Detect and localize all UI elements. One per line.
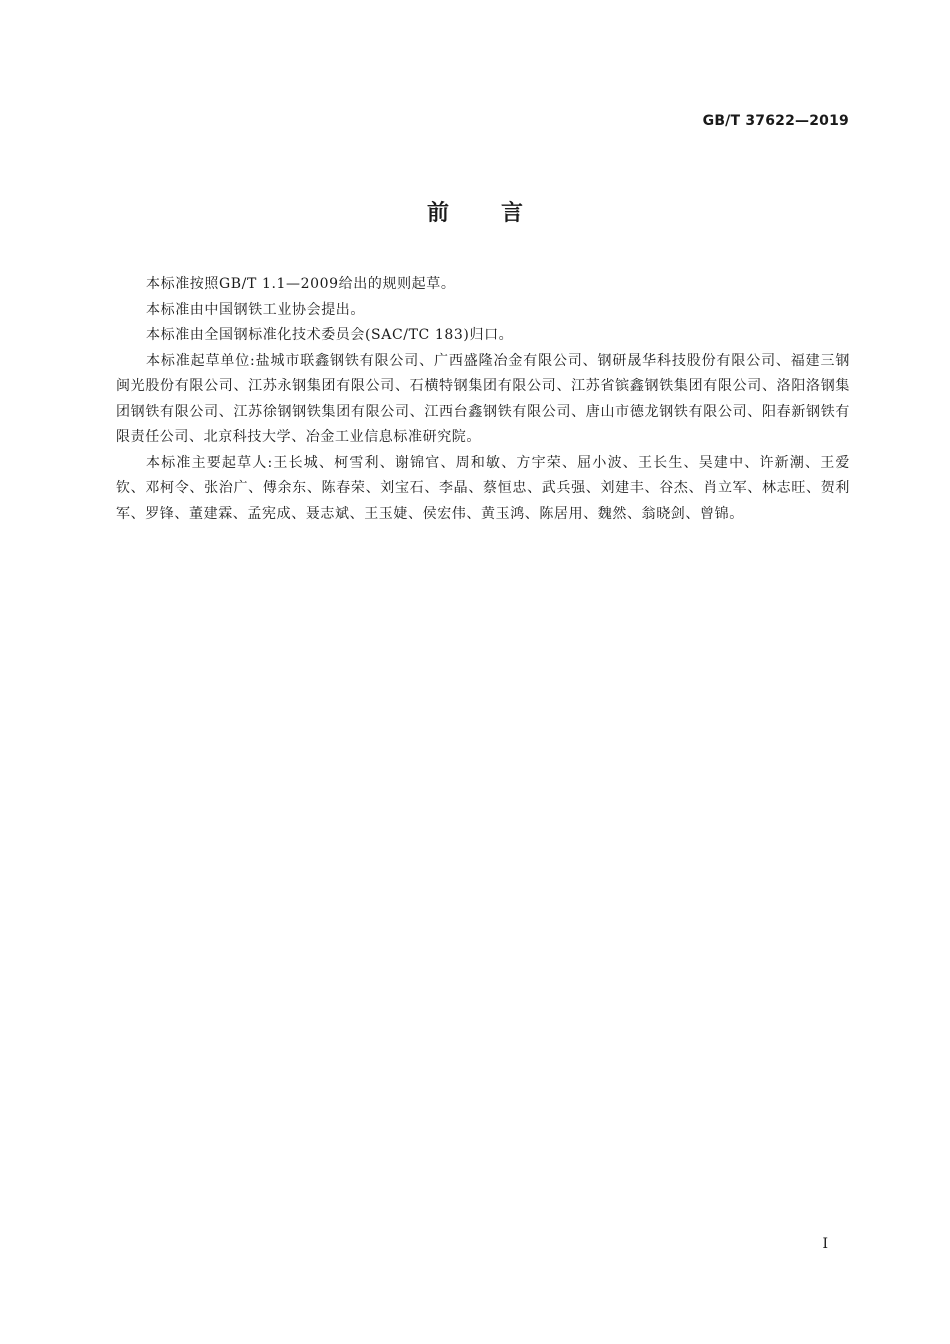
page-title: 前言 xyxy=(426,201,575,226)
paragraph-proposed-by: 本标准由中国钢铁工业协会提出。 xyxy=(146,301,365,318)
document-body xyxy=(116,272,850,527)
standard-code: GB/T 37622—2019 xyxy=(702,113,849,129)
paragraph-drafting-rules: 本标准按照GB/T 1.1—2009给出的规则起草。 xyxy=(146,276,456,292)
paragraph-drafting-units: 本标准起草单位:盐城市联鑫钢铁有限公司、广西盛隆冶金有限公司、钢研晟华科技股份有限公司、福建三钢闽光股份有限公司、江苏永钢集团有限公司、石横特钢集团有限公司、江苏省镔鑫钢铁集团有限公司、洛阳洛钢集团钢铁有限公司、江苏徐钢钢铁集团有限公司、江西台鑫钢铁有限公司、唐山市德龙钢铁有限公司、阳春新钢铁有限责任公司、北京科技大学、冶金工业信息标准研究院。 xyxy=(116,352,850,445)
page-number: I xyxy=(822,1236,828,1252)
paragraph-under-jurisdiction: 本标准由全国钢标准化技术委员会(SAC/TC 183)归口。 xyxy=(146,327,514,343)
paragraph-main-drafters: 本标准主要起草人:王长城、柯雪利、谢锦官、周和敏、方宇荣、屈小波、王长生、吴建中、许新潮、王爱钦、邓柯令、张治广、傅余东、陈春荣、刘宝石、李晶、蔡恒忠、武兵强、刘建丰、谷杰、肖立军、林志旺、贺利军、罗锋、董建霖、孟宪成、聂志斌、王玉婕、侯宏伟、黄玉鸿、陈居用、魏然、翁晓剑、曾锦。 xyxy=(116,454,850,522)
